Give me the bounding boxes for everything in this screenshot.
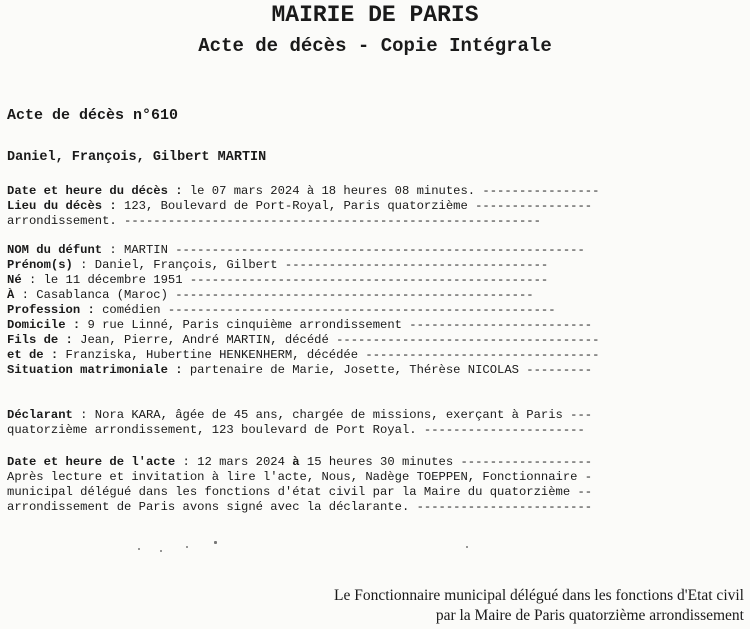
acte-text-line-2: Après lecture et invitation à lire l'acte, Nous, Nadège TOEPPEN, Fonctionnaire -	[7, 470, 593, 484]
acte-text-line-4: arrondissement de Paris avons signé avec la déclarante. ------------------------	[7, 500, 593, 514]
scan-speck	[186, 546, 188, 548]
acte-date-a: à	[292, 455, 300, 469]
defunt-firstname-label: Prénom(s)	[7, 258, 73, 272]
declarant-value: : Nora KARA, âgée de 45 ans, chargée de missions, exerçant à Paris ---	[72, 408, 593, 422]
declarant-line-2: quatorzième arrondissement, 123 boulevard de Port Royal. ----------------------	[7, 423, 585, 437]
declarant-label: Déclarant	[7, 408, 73, 422]
defunt-marital-label: Situation matrimoniale :	[7, 363, 183, 377]
defunt-birthplace-line	[7, 288, 534, 303]
acte-text-line-3: municipal délégué dans les fonctions d'état civil par la Maire du quatorzième --	[7, 485, 593, 499]
defunt-birthplace-value: : Casablanca (Maroc) -------------------------------------------------	[14, 288, 534, 302]
defunt-name-line	[7, 243, 585, 258]
defunt-born-label: Né	[7, 273, 22, 287]
defunt-profession-value: comédien -----------------------------------------------------	[94, 303, 556, 317]
defunt-mother-label: et de :	[7, 348, 59, 362]
mairie-title: MAIRIE DE PARIS	[271, 2, 479, 28]
acte-date-label: Date et heure de l'acte	[7, 455, 176, 469]
defunt-marital-line	[7, 363, 592, 378]
defunt-father-line	[7, 333, 599, 348]
defunt-birthplace-label: À	[7, 288, 15, 302]
defunt-name-value: : MARTIN --------------------------------------------------------	[102, 243, 585, 257]
scan-speck	[466, 546, 468, 548]
defunt-profession-line	[7, 303, 556, 318]
acte-date-value-b: 15 heures 30 minutes ------------------	[299, 455, 593, 469]
scan-speck	[214, 541, 217, 544]
defunt-profession-label: Profession :	[7, 303, 95, 317]
death-place-value: 123, Boulevard de Port-Royal, Paris quatorzième ----------------	[116, 199, 593, 213]
defunt-marital-value: partenaire de Marie, Josette, Thérèse NICOLAS ---------	[182, 363, 593, 377]
defunt-mother-value: Franziska, Hubertine HENKENHERM, décédée --------------------------------	[58, 348, 600, 362]
defunt-born-line	[7, 273, 548, 288]
death-date-value: le 07 mars 2024 à 18 heures 08 minutes. ----------------	[182, 184, 600, 198]
death-date-label: Date et heure du décès :	[7, 184, 183, 198]
deceased-full-name: Daniel, François, Gilbert MARTIN	[7, 150, 267, 165]
scan-speck	[138, 548, 140, 550]
declarant-line	[7, 408, 592, 423]
defunt-domicile-label: Domicile :	[7, 318, 81, 332]
defunt-father-value: Jean, Pierre, André MARTIN, décédé ------------------------------------	[72, 333, 600, 347]
defunt-born-value: : le 11 décembre 1951 -------------------------------------------------	[21, 273, 549, 287]
defunt-name-label: NOM du défunt	[7, 243, 103, 257]
acte-number: Acte de décès n°610	[7, 107, 179, 124]
signature-line-2: par la Maire de Paris quatorzième arrondissement	[435, 607, 744, 624]
defunt-firstname-line	[7, 258, 548, 273]
death-place-label: Lieu du décès :	[7, 199, 117, 213]
document-subtitle: Acte de décès - Copie Intégrale	[198, 35, 552, 57]
death-place-line	[7, 199, 592, 214]
acte-date-line	[7, 455, 592, 470]
defunt-domicile-line	[7, 318, 592, 333]
defunt-firstname-value: : Daniel, François, Gilbert ------------------------------------	[72, 258, 549, 272]
death-place-line-2: arrondissement. ---------------------------------------------------------	[7, 214, 541, 228]
death-date-line	[7, 184, 599, 199]
acte-date-value-a: : 12 mars 2024	[175, 455, 293, 469]
scan-speck	[160, 550, 162, 552]
signature-line-1: Le Fonctionnaire municipal délégué dans les fonctions d'Etat civil	[334, 587, 744, 604]
defunt-domicile-value: 9 rue Linné, Paris cinquième arrondissement -------------------------	[80, 318, 593, 332]
defunt-father-label: Fils de :	[7, 333, 73, 347]
defunt-mother-line	[7, 348, 599, 363]
